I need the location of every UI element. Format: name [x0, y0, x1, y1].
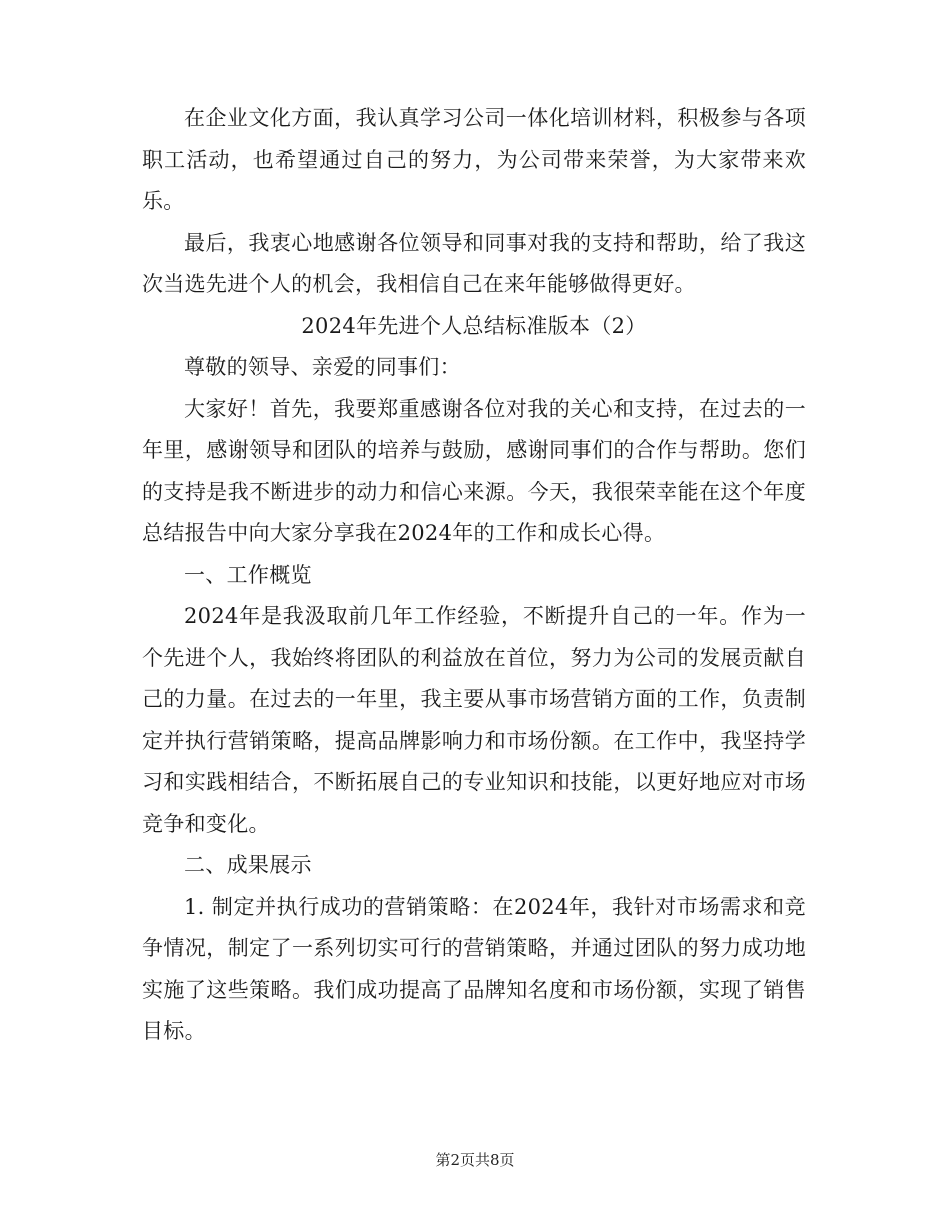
- paragraph-corporate-culture: 在企业文化方面，我认真学习公司一体化培训材料，积极参与各项职工活动，也希望通过自己的努力，为公司带来荣誉，为大家带来欢乐。: [142, 106, 806, 213]
- page-number-footer: 第2页共8页: [435, 1151, 515, 1169]
- paragraph-work-overview: 2024年是我汲取前几年工作经验，不断提升自己的一年。作为一个先进个人，我始终将团队的利益放在首位，努力为公司的发展贡献自己的力量。在过去的一年里，我主要从事市场营销方面的工作，负责制定并执行营销策略，提高品牌影响力和市场份额。在工作中，我坚持学习和实践相结合，不断拓展自己的专业知识和技能，以更好地应对市场竞争和变化。: [142, 604, 806, 836]
- heading-work-overview: 一、工作概览: [184, 562, 312, 587]
- heading-achievements: 二、成果展示: [184, 853, 312, 877]
- paragraph-closing-thanks: 最后，我衷心地感谢各位领导和同事对我的支持和帮助，给了我这次当选先进个人的机会，我相信自己在来年能够做得更好。: [142, 230, 806, 296]
- section-title: 2024年先进个人总结标准版本（2）: [301, 313, 647, 338]
- paragraph-achievement-1: 1. 制定并执行成功的营销策略：在2024年，我针对市场需求和竞争情况，制定了一系列切实可行的营销策略，并通过团队的努力成功地实施了这些策略。我们成功提高了品牌知名度和市场份额，实现了销售目标。: [142, 894, 806, 1043]
- paragraph-salutation: 尊敬的领导、亲爱的同事们：: [184, 355, 461, 379]
- document-body: [142, 98, 806, 1053]
- paragraph-greeting: 大家好！首先，我要郑重感谢各位对我的关心和支持，在过去的一年里，感谢领导和团队的培养与鼓励，感谢同事们的合作与帮助。您们的支持是我不断进步的动力和信心来源。今天，我很荣幸能在这个年度总结报告中向大家分享我在2024年的工作和成长心得。: [142, 396, 806, 545]
